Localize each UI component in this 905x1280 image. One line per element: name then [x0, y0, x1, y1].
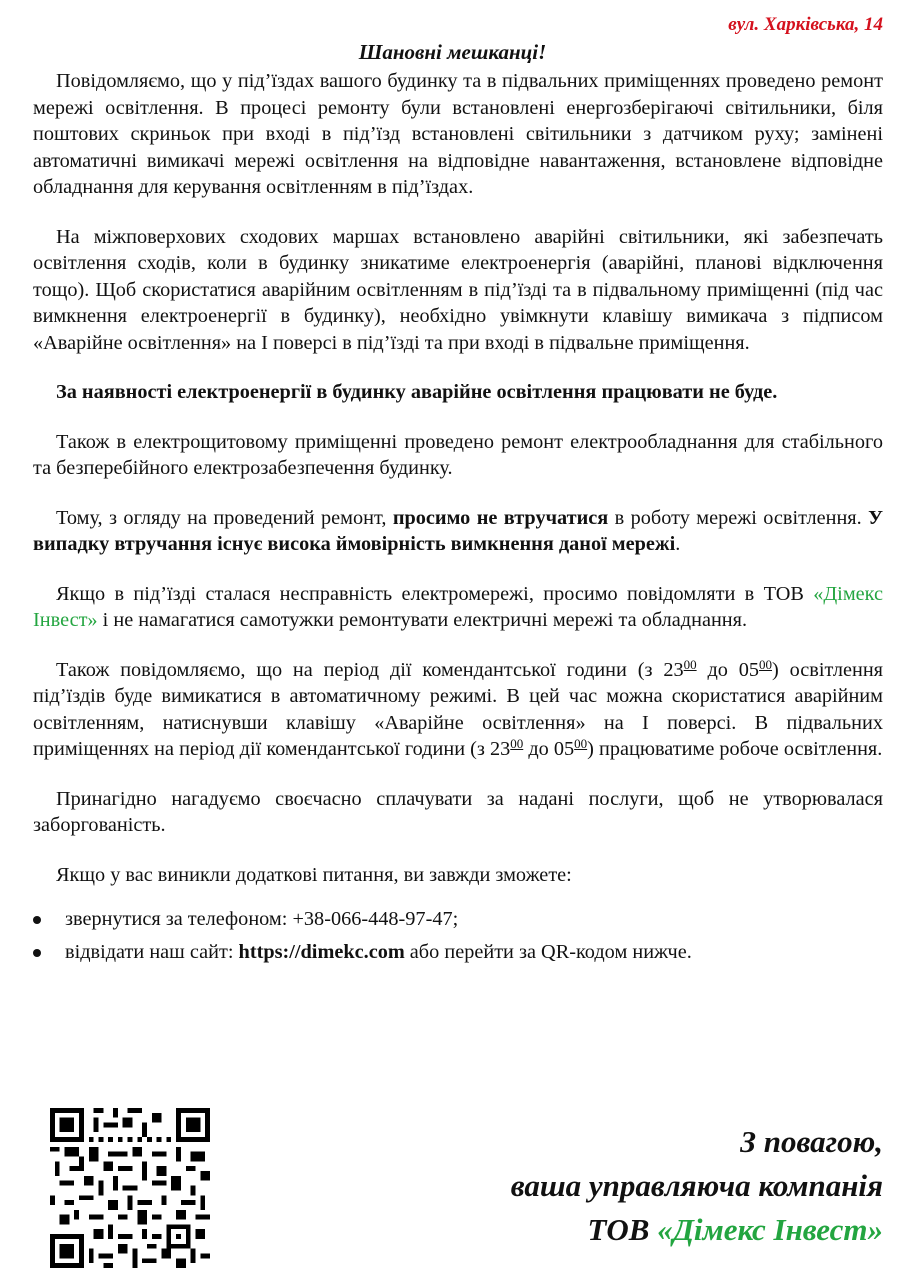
paragraph-emergency-lights: На міжповерхових сходових маршах встановлено аварійні світильники, які забезпечать освітлення сходів, коли в будинку зникатиме електроенергія (аварійні, планові відключення тощо). Щоб скористатися аварійним освітленням в під’їзді та в підвальному приміщенні (під час вимкнення електроенергії в будинку), необхідно увімкнути клавішу вимикача з підписом «Аварійне освітлення» на I поверсі в під’їзді та при вході в підвальне приміщення. [33, 225, 883, 354]
qr-code-icon[interactable] [50, 1108, 210, 1268]
company-name: «Дімекс Інвест» [33, 582, 883, 631]
text-fragment: і не намагатися самотужки ремонтувати електричні мережі та обладнання. [97, 609, 748, 631]
bold-request: просимо не втручатися [392, 506, 609, 529]
bullet-dot-icon [33, 949, 41, 957]
contact-website [33, 939, 883, 966]
paragraph-switchboard: Також в електрощитовому приміщенні проведено ремонт електрообладнання для стабільного та безперебійного електрозабезпечення будинку. [33, 430, 883, 479]
text-fragment: Тому, з огляду на проведений ремонт, [56, 506, 393, 529]
paragraph-report-faults [33, 581, 883, 634]
bold-warning: У випадку втручання існує висока ймовірність вимкнення даної мережі [33, 506, 883, 555]
bullet-dot-icon [33, 916, 41, 924]
minutes-superscript: 00 [683, 656, 697, 672]
greeting: Шановні мешканці! [358, 40, 547, 64]
text-fragment: Також повідомляємо, що на період дії комендантської години (з 23 [56, 658, 684, 681]
phone-text: звернутися за телефоном: +38-066-448-97-47; [65, 908, 459, 930]
paragraph-contact-intro: Якщо у вас виникли додаткові питання, ви завжди зможете: [56, 863, 572, 886]
text-fragment: або перейти за QR-кодом нижче. [404, 940, 692, 963]
signature-role: ваша управляюча компанія [510, 1168, 883, 1203]
notice-body [33, 68, 883, 971]
company-name: «Дімекс Інвест» [657, 1212, 883, 1247]
text-fragment: . [675, 533, 681, 555]
contact-phone [33, 906, 883, 933]
signature-greeting: З повагою, [740, 1124, 883, 1159]
minutes-superscript: 00 [510, 736, 524, 751]
paragraph-warning: За наявності електроенергії в будинку аварійне освітлення працювати не буде. [56, 381, 778, 403]
text-fragment: до 05 [696, 658, 760, 681]
paragraph-renovation: Повідомляємо, що у під’їздах вашого будинку та в підвальних приміщеннях проведено ремонт мережі освітлення. В процесі ремонту були встановлені енергозберігаючі світильники, біля поштових скриньок при вході в під’їзд встановлені світильники з датчиком руху; замінені автоматичні вимикачі мережі освітлення на відповідне навантаження, встановлене відповідне обладнання для керування освітленням в під’їздах. [33, 70, 883, 198]
text-fragment: Якщо в під’їзді сталася несправність електромережі, просимо повідомляти в ТОВ [56, 582, 814, 605]
paragraph-curfew [33, 657, 883, 763]
minutes-superscript: 00 [759, 656, 773, 672]
address: вул. Харківська, 14 [728, 14, 883, 35]
website-link[interactable]: https://dimekc.com [238, 940, 405, 963]
text-fragment: ) освітлення під’їздів буде вимикатися в автоматичному режимі. В цей час можна скористатися аварійним освітленням, натиснувши клавішу «Аварійне освітлення» на I поверсі. В підвальних приміщеннях на період дії комендантської години (з 23 [33, 658, 883, 760]
paragraph-payment-reminder: Принагідно нагадуємо своєчасно сплачувати за надані послуги, щоб не утворювалася заборгованість. [33, 787, 883, 836]
contact-list [33, 906, 883, 965]
text-fragment: в роботу мережі освітлення. [608, 506, 869, 529]
minutes-superscript: 00 [574, 736, 588, 751]
text-fragment: ) працюватиме робоче освітлення. [587, 738, 883, 760]
signature-block [511, 1120, 883, 1252]
text-fragment: відвідати наш сайт: [65, 940, 239, 963]
signature-company [511, 1208, 883, 1252]
company-prefix: ТОВ [587, 1212, 658, 1247]
text-fragment: до 05 [523, 738, 575, 760]
paragraph-do-not-interfere [33, 505, 883, 558]
